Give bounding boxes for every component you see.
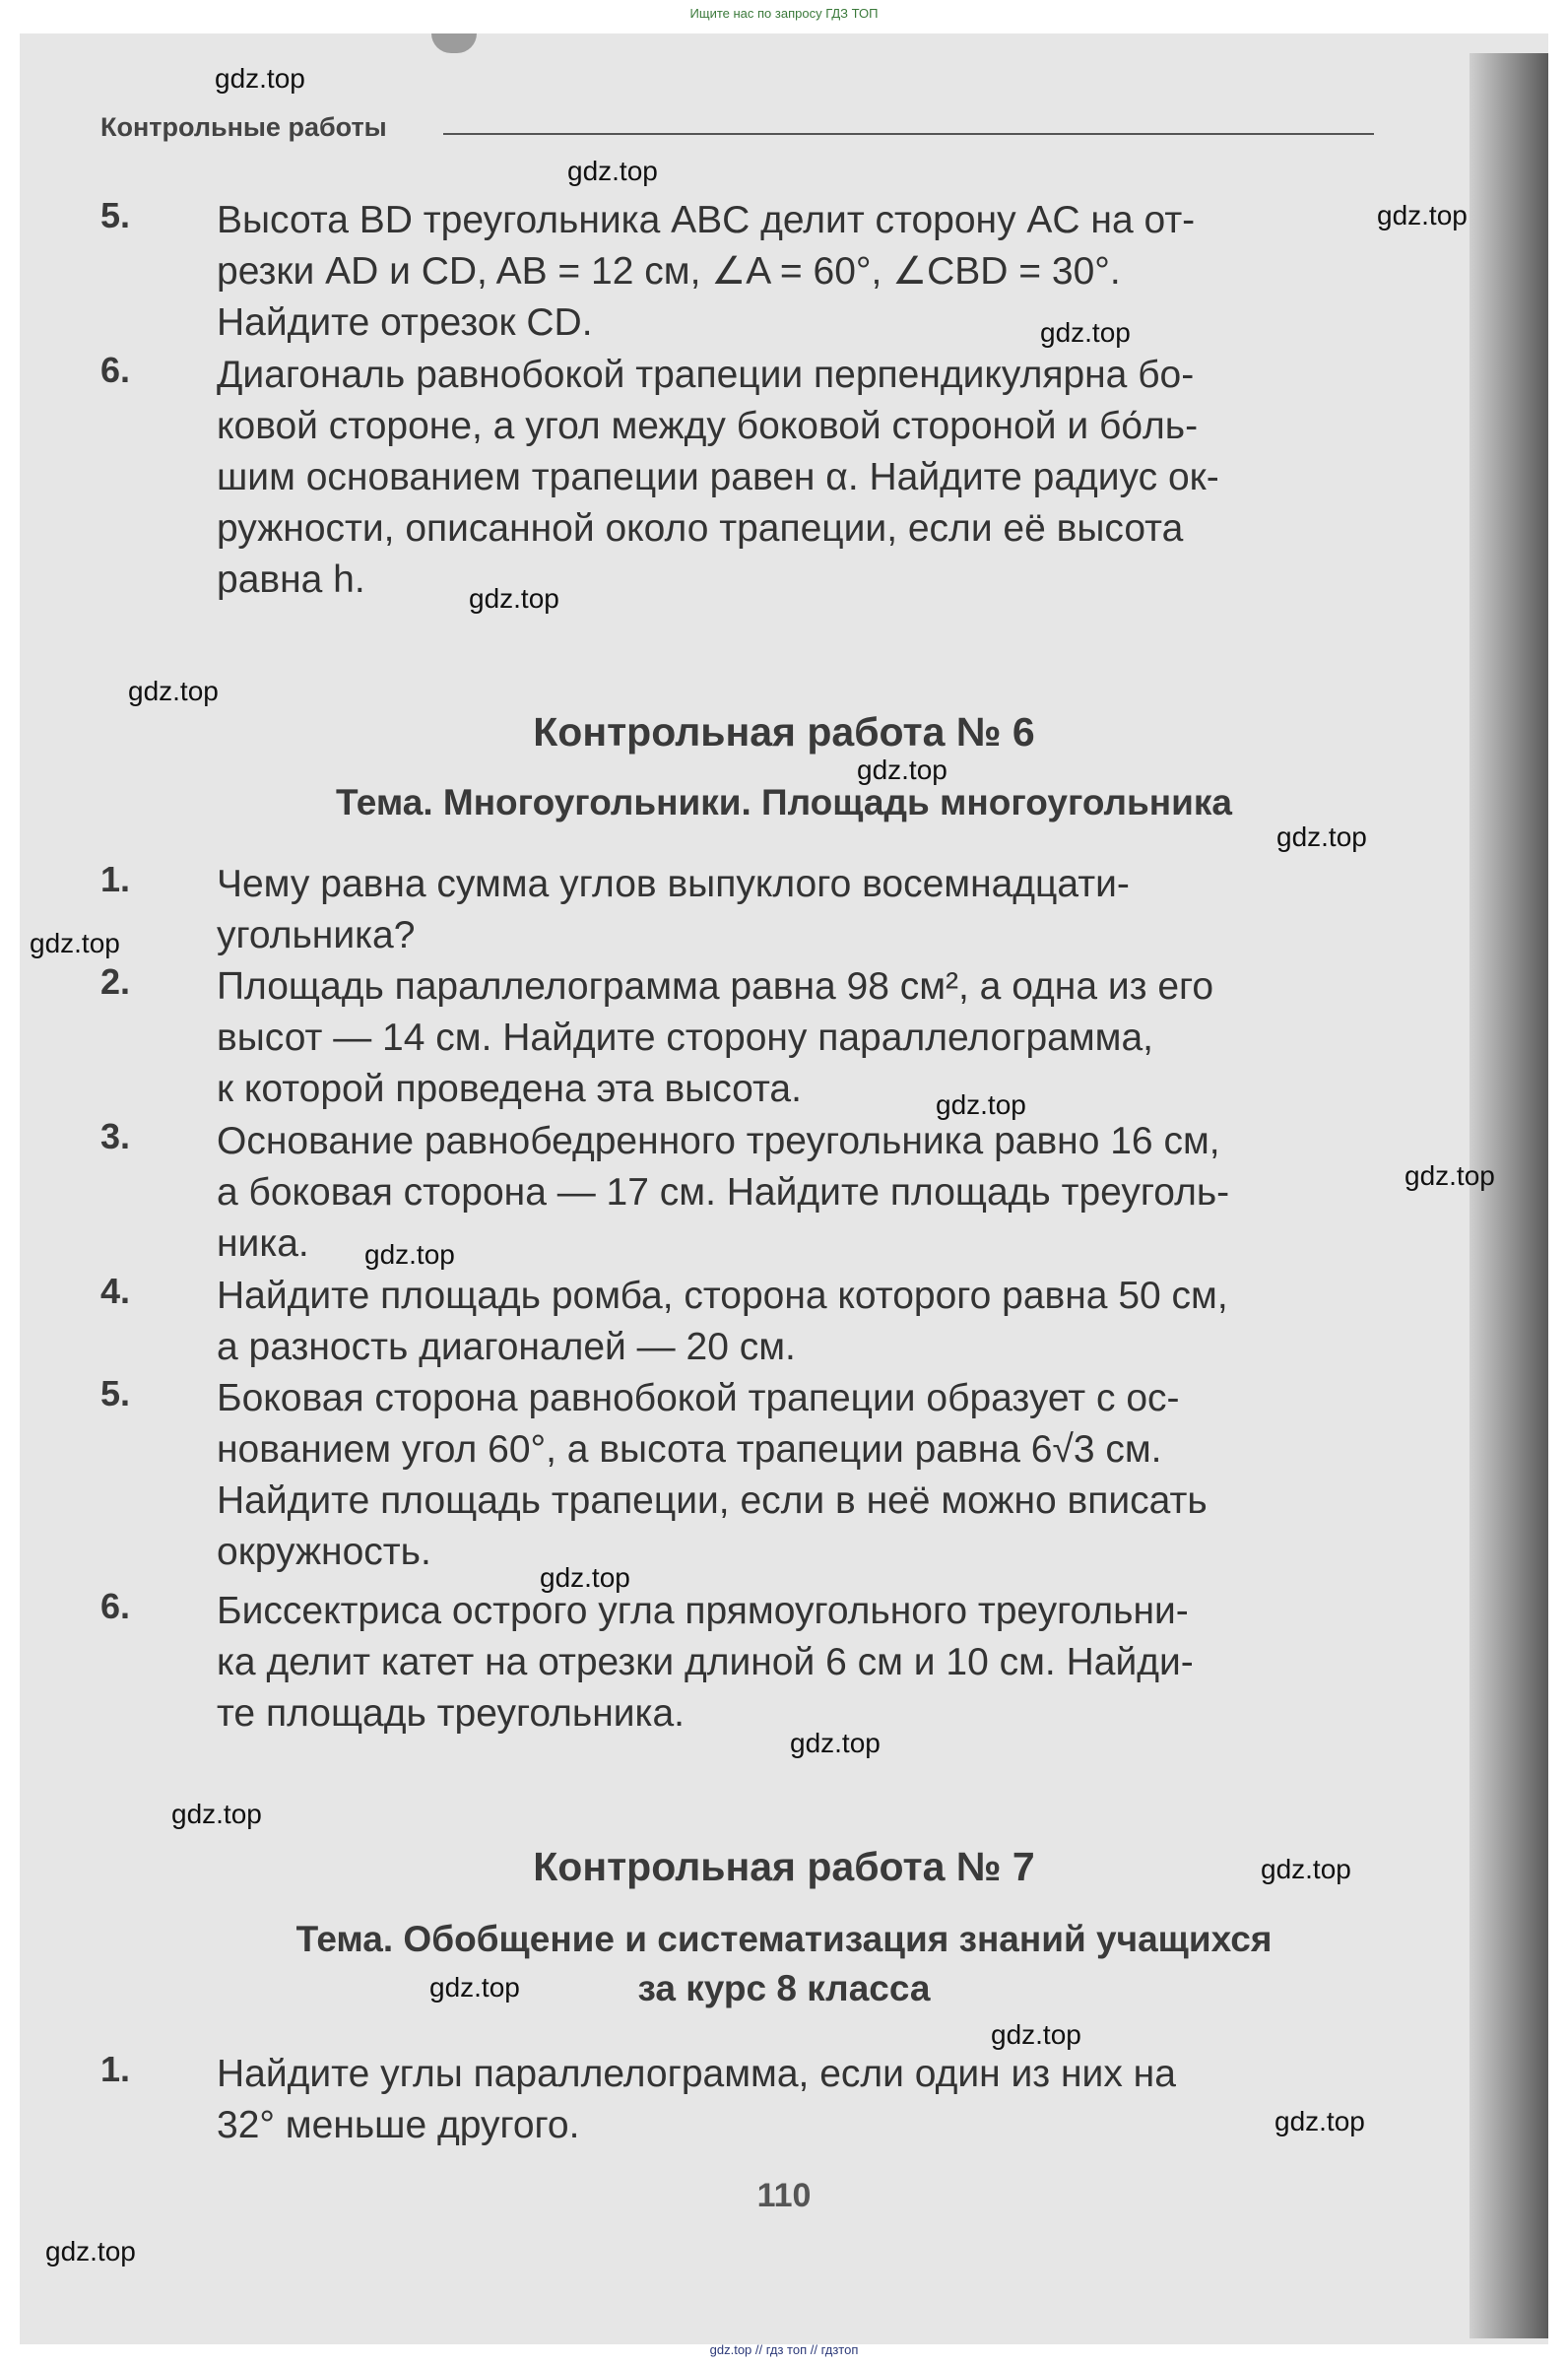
watermark: gdz.top <box>567 156 658 186</box>
watermark: gdz.top <box>936 1089 1026 1120</box>
bottom-banner: gdz.top // гдз топ // гдзтоп <box>709 2342 859 2357</box>
watermark: gdz.top <box>1377 200 1468 230</box>
problem-number: 6. <box>100 350 131 390</box>
work-7-topic: Тема. Обобщение и систематизация знаний учащихся за курс 8 класса <box>295 1919 1273 2008</box>
watermark: gdz.top <box>429 1972 520 2003</box>
problem-text: Найдите углы параллелограмма, если один из них на 32° меньше другого. <box>217 2053 1176 2146</box>
watermark: gdz.top <box>469 583 559 614</box>
watermark: gdz.top <box>364 1239 455 1270</box>
work-6-topic: Тема. Многоугольники. Площадь многоугольника <box>336 782 1232 822</box>
watermark: gdz.top <box>215 63 305 94</box>
problem-text: Основание равнобедренного треугольника равно 16 см, а боковая сторона — 17 см. Найдите площадь треуголь- ника. <box>217 1120 1230 1265</box>
watermark: gdz.top <box>540 1562 630 1593</box>
problem-number: 1. <box>100 859 131 899</box>
problem-text: Высота BD треугольника ABC делит сторону AC на от- резки AD и CD, AB = 12 см, ∠A = 60°, ∠CBD = 30°. Найдите отрезок CD. <box>217 199 1196 344</box>
watermark: gdz.top <box>991 2019 1081 2050</box>
watermark: gdz.top <box>857 755 947 785</box>
problem-number: 3. <box>100 1116 131 1156</box>
watermark: gdz.top <box>1261 1854 1351 1884</box>
watermark: gdz.top <box>1276 821 1367 852</box>
top-banner: Ищите нас по запросу ГДЗ ТОП <box>689 6 879 21</box>
watermark: gdz.top <box>790 1728 881 1758</box>
running-head-rule <box>443 133 1374 135</box>
problem-text: Чему равна сумма углов выпуклого восемнадцати- угольника? <box>217 863 1130 956</box>
problem-number: 1. <box>100 2049 131 2089</box>
watermark: gdz.top <box>1040 317 1131 348</box>
watermark: gdz.top <box>1405 1160 1495 1191</box>
watermark: gdz.top <box>45 2236 136 2266</box>
page-number: 110 <box>756 2177 812 2214</box>
watermark: gdz.top <box>171 1799 262 1829</box>
watermark: gdz.top <box>128 676 219 706</box>
problem-number: 5. <box>100 1373 131 1413</box>
problem-text: Биссектриса острого угла прямоугольного треугольни- ка делит катет на отрезки длиной 6 см и 10 см. Найди- те площадь треугольника. <box>217 1590 1194 1735</box>
watermark: gdz.top <box>1274 2106 1365 2136</box>
problem-text: Диагональ равнобокой трапеции перпендикулярна бо- ковой стороне, а угол между боковой стороной и бо́ль- шим основанием трапеции равен α. Найдите радиус ок- ружности, описанной около трапеции, если её высота равна h. <box>217 354 1219 601</box>
problem-number: 4. <box>100 1271 131 1311</box>
problem-text: Найдите площадь ромба, сторона которого равна 50 см, а разность диагоналей — 20 см. <box>217 1275 1228 1368</box>
work-6-title: Контрольная работа № 6 <box>533 709 1035 755</box>
problem-text: Боковая сторона равнобокой трапеции образует с ос- нованием угол 60°, а высота трапеции равна 6√3 см. Найдите площадь трапеции, если в неё можно вписать окружность. <box>217 1377 1208 1573</box>
problem-number: 5. <box>100 195 131 235</box>
work-7-title: Контрольная работа № 7 <box>533 1844 1035 1889</box>
problem-number: 6. <box>100 1586 131 1626</box>
problem-text: Площадь параллелограмма равна 98 см², а одна из его высот — 14 см. Найдите сторону параллелограмма, к которой проведена эта высота. <box>217 965 1214 1110</box>
problem-number: 2. <box>100 961 131 1002</box>
watermark: gdz.top <box>30 928 120 958</box>
running-head: Контрольные работы <box>100 112 387 142</box>
